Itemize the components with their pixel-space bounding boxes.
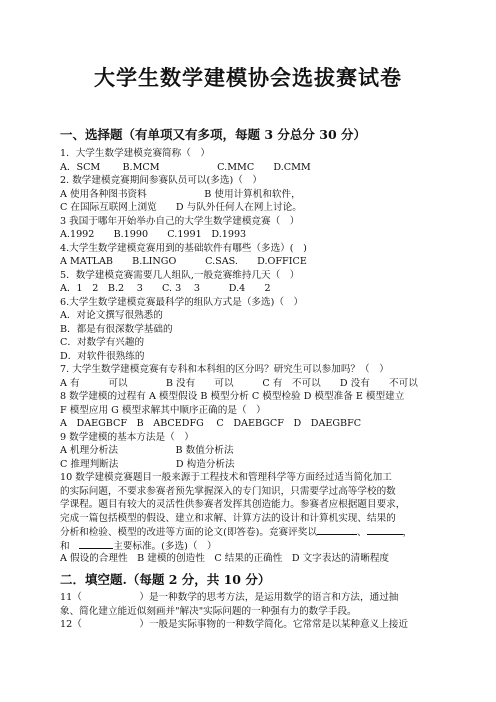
- answer-blank[interactable]: [317, 525, 357, 535]
- question-text: 主要标准。(多选)（ ）: [113, 540, 217, 552]
- question-line: 象、简化建立能近似刻画并"解决"实际问题的一种强有力的数学手段。: [60, 605, 357, 617]
- question-line: 10 数学建模竞赛题目一般来源于工程技术和管理科学等方面经过适当简化加工: [60, 472, 392, 483]
- fill-questions: [60, 591, 444, 632]
- question-line: 2. 数学建模竞赛期间参赛队员可以(多选)（ ）: [60, 175, 262, 186]
- question-line: 3 我国于哪年开始举办自己的大学生数学建模竞赛（ ）: [60, 215, 300, 227]
- question-line: 8 数学建模的过程有 A 模型假设 B 模型分析 C 模型检验 D 模型准备 E 模型建立: [60, 391, 405, 402]
- option-line: A．对论文撰写很熟悉的: [60, 310, 163, 321]
- option-line: A．1 2 B.2 3 C. 3 3 D.4 2: [60, 283, 271, 294]
- question-line: 11（ ）是一种数学的思考方法，是运用数学的语言和方法，通过抽: [60, 592, 399, 603]
- question-line: 4.大学生数学建模竞赛用到的基础软件有哪些（多选）( ): [60, 242, 307, 254]
- question-line: 12（ ）一般是实际事物的一种数学简化。它常常是以某种意义上接近: [60, 619, 408, 630]
- option-line: C 推理判断法 D 构造分析法: [60, 458, 235, 470]
- question-line: 完成一篇包括模型的假设、建立和求解、计算方法的设计和计算机实现、结果的: [60, 512, 396, 524]
- option-line: A 假设的合理性 B 建模的创造性 C 结果的正确性 D 文字表达的清晰程度: [60, 553, 390, 564]
- question-line: 9 数学建模的基本方法是（ ）: [60, 431, 194, 443]
- option-line: A 有 可以 B 没有 可以 C 有 不可以 D 没有 不可以: [60, 377, 418, 389]
- option-line: A DAEGBCF B ABCEDFG C DAEBGCF D DAEGBFC: [60, 418, 362, 429]
- choice-questions: [60, 147, 444, 566]
- question-line: 7. 大学生数学建模竞赛有专科和本科组的区分吗？研究生可以参加吗？（ ）: [60, 364, 389, 375]
- question-line: 的实际问题，不要求参赛者预先掌握深入的专门知识，只需要学过高等学校的数: [60, 485, 396, 497]
- question-line: F 模型应用 G 模型求解其中顺序正确的是（ ）: [60, 404, 266, 416]
- question-line-with-blanks: 分析和检验、模型的改进等方面的论文(即答卷)。竞赛评奖以 、 ，: [60, 527, 413, 538]
- option-line: C．对数学有兴趣的: [60, 337, 145, 348]
- question-text: 和: [60, 540, 70, 552]
- question-line: 5．数学建模竞赛需要几人组队,一般竞赛维持几天（ ）: [60, 269, 300, 281]
- option-line: A.1992 B.1990 C.1991 D.1993: [60, 229, 247, 240]
- option-line: C 在国际互联网上浏览 D 与队外任何人在网上讨论。: [60, 202, 302, 213]
- section-heading-choice: 一、选择题（有单项又有多项，每题 3 分总分 30 分）: [60, 127, 367, 142]
- option-line: D．对软件很熟练的: [60, 350, 145, 362]
- option-line: A 机理分析法 B 数值分析法: [60, 445, 234, 456]
- question-line-with-blanks: [60, 539, 444, 553]
- option-line: A 使用各种图书资料 B 使用计算机和软件，: [60, 188, 301, 200]
- option-line: A．SCM B.MCM C.MMC D.CMM: [60, 161, 311, 173]
- question-line: 1．大学生数学建模竞赛简称（ ）: [60, 148, 211, 159]
- page-title: 大学生数学建模协会选拔赛试卷: [94, 65, 402, 90]
- answer-blank[interactable]: [367, 525, 403, 535]
- separator-text: 、: [356, 527, 367, 538]
- option-line: B．都是有很深数学基础的: [60, 323, 173, 335]
- answer-blank[interactable]: [79, 539, 113, 549]
- question-text: 分析和检验、模型的改进等方面的论文(即答卷)。竞赛评奖以: [60, 527, 317, 538]
- section-heading-fill: 二．填空题.（每题 2 分，共 10 分）: [60, 572, 271, 587]
- question-line: 学课程。题目有较大的灵活性供参赛者发挥其创造能力。参赛者应根据题目要求，: [60, 499, 406, 510]
- option-line: A MATLAB B.LINGO C.SAS. D.OFFICE: [60, 256, 307, 267]
- question-line: 6.大学生数学建模竞赛最科学的组队方式是（多选)（ ）: [60, 296, 304, 308]
